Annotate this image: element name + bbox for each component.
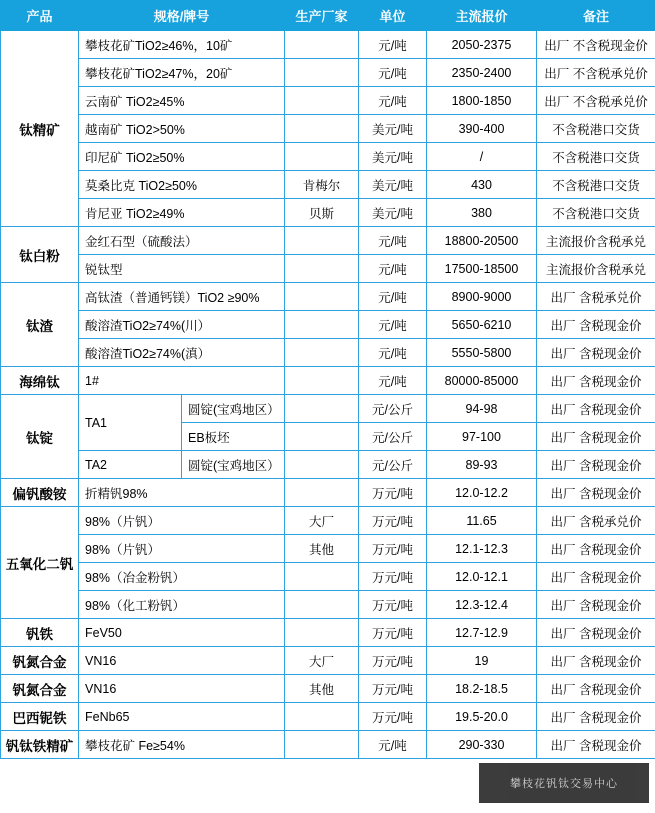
note-cell: 主流报价含税承兑 (537, 255, 655, 283)
unit-cell: 元/吨 (359, 731, 427, 759)
product-group-cell: 钛渣 (1, 283, 79, 367)
spec-cell: 越南矿 TiO2>50% (79, 115, 285, 143)
note-cell: 出厂 含税现金价 (537, 479, 655, 507)
note-cell: 出厂 含税现金价 (537, 339, 655, 367)
product-group-cell: 钒氮合金 (1, 675, 79, 703)
spec-cell: 攀枝花矿 Fe≥54% (79, 731, 285, 759)
maker-cell (285, 115, 359, 143)
price-cell: 8900-9000 (427, 283, 537, 311)
maker-cell: 大厂 (285, 647, 359, 675)
maker-cell (285, 31, 359, 59)
col-unit: 单位 (359, 1, 427, 31)
product-group-cell: 钒钛铁精矿 (1, 731, 79, 759)
product-group-cell: 偏钒酸铵 (1, 479, 79, 507)
price-cell: 11.65 (427, 507, 537, 535)
unit-cell: 元/公斤 (359, 423, 427, 451)
spec-cell: 云南矿 TiO2≥45% (79, 87, 285, 115)
product-group-cell: 钛锭 (1, 395, 79, 479)
price-cell: 2050-2375 (427, 31, 537, 59)
note-cell: 出厂 含税现金价 (537, 591, 655, 619)
spec-cell: 金红石型（硫酸法） (79, 227, 285, 255)
maker-cell (285, 255, 359, 283)
spec-cell: 高钛渣（普通钙镁）TiO2 ≥90% (79, 283, 285, 311)
unit-cell: 元/吨 (359, 31, 427, 59)
spec-detail-cell: 圆锭(宝鸡地区） (182, 451, 285, 479)
table-row (1, 395, 655, 423)
maker-cell (285, 283, 359, 311)
spec-cell: 莫桑比克 TiO2≥50% (79, 171, 285, 199)
note-cell: 不含税港口交货 (537, 143, 655, 171)
note-cell: 出厂 含税现金价 (537, 563, 655, 591)
maker-cell (285, 367, 359, 395)
table-row (1, 115, 655, 143)
unit-cell: 元/吨 (359, 59, 427, 87)
unit-cell: 美元/吨 (359, 199, 427, 227)
table-row (1, 199, 655, 227)
price-cell: 80000-85000 (427, 367, 537, 395)
unit-cell: 元/公斤 (359, 451, 427, 479)
table-row (1, 731, 655, 759)
note-cell: 出厂 含税现金价 (537, 451, 655, 479)
price-cell: 390-400 (427, 115, 537, 143)
unit-cell: 万元/吨 (359, 507, 427, 535)
maker-cell (285, 227, 359, 255)
spec-cell: 酸溶渣TiO2≥74%(川） (79, 311, 285, 339)
spec-grade-cell: TA2 (79, 451, 182, 479)
spec-cell: 98%（化工粉钒） (79, 591, 285, 619)
unit-cell: 元/吨 (359, 339, 427, 367)
product-group-cell: 钒氮合金 (1, 647, 79, 675)
note-cell: 不含税港口交货 (537, 115, 655, 143)
product-group-cell: 钛白粉 (1, 227, 79, 283)
unit-cell: 元/吨 (359, 367, 427, 395)
price-cell: / (427, 143, 537, 171)
price-cell: 89-93 (427, 451, 537, 479)
unit-cell: 元/吨 (359, 255, 427, 283)
spec-cell: 酸溶渣TiO2≥74%(滇） (79, 339, 285, 367)
price-cell: 5550-5800 (427, 339, 537, 367)
unit-cell: 元/吨 (359, 227, 427, 255)
maker-cell (285, 731, 359, 759)
note-cell: 出厂 不含税承兑价 (537, 87, 655, 115)
note-cell: 出厂 含税承兑价 (537, 283, 655, 311)
spec-detail-cell: 圆锭(宝鸡地区） (182, 395, 285, 423)
unit-cell: 元/吨 (359, 283, 427, 311)
table-body (1, 31, 655, 759)
price-cell: 94-98 (427, 395, 537, 423)
table-row (1, 619, 655, 647)
spec-cell: 98%（冶金粉钒） (79, 563, 285, 591)
table-row (1, 507, 655, 535)
price-cell: 19 (427, 647, 537, 675)
table-row (1, 143, 655, 171)
price-cell: 12.0-12.1 (427, 563, 537, 591)
table-row (1, 87, 655, 115)
maker-cell (285, 563, 359, 591)
maker-cell: 贝斯 (285, 199, 359, 227)
unit-cell: 万元/吨 (359, 647, 427, 675)
table-row (1, 451, 655, 479)
table-row (1, 171, 655, 199)
note-cell: 出厂 含税现金价 (537, 395, 655, 423)
maker-cell (285, 423, 359, 451)
maker-cell (285, 395, 359, 423)
note-cell: 出厂 不含税承兑价 (537, 59, 655, 87)
table-header (1, 1, 655, 31)
price-cell: 1800-1850 (427, 87, 537, 115)
price-cell: 12.3-12.4 (427, 591, 537, 619)
spec-cell: 折精钒98% (79, 479, 285, 507)
table-row (1, 535, 655, 563)
price-cell: 2350-2400 (427, 59, 537, 87)
table-row (1, 703, 655, 731)
unit-cell: 元/吨 (359, 311, 427, 339)
note-cell: 出厂 含税现金价 (537, 731, 655, 759)
price-cell: 380 (427, 199, 537, 227)
spec-cell: 肯尼亚 TiO2≥49% (79, 199, 285, 227)
price-cell: 430 (427, 171, 537, 199)
col-product: 产品 (1, 1, 79, 31)
unit-cell: 元/吨 (359, 87, 427, 115)
unit-cell: 万元/吨 (359, 535, 427, 563)
col-note: 备注 (537, 1, 655, 31)
table-row (1, 647, 655, 675)
watermark: 攀枝花钒钛交易中心 (479, 763, 649, 803)
price-cell: 18800-20500 (427, 227, 537, 255)
maker-cell: 其他 (285, 535, 359, 563)
price-cell: 12.1-12.3 (427, 535, 537, 563)
spec-cell: 印尼矿 TiO2≥50% (79, 143, 285, 171)
product-group-cell: 海绵钛 (1, 367, 79, 395)
note-cell: 出厂 含税现金价 (537, 675, 655, 703)
maker-cell (285, 451, 359, 479)
unit-cell: 元/公斤 (359, 395, 427, 423)
table-row (1, 339, 655, 367)
maker-cell (285, 59, 359, 87)
maker-cell (285, 87, 359, 115)
table-row (1, 591, 655, 619)
maker-cell (285, 479, 359, 507)
table-row (1, 283, 655, 311)
col-spec: 规格/牌号 (79, 1, 285, 31)
product-group-cell: 巴西铌铁 (1, 703, 79, 731)
table-row (1, 31, 655, 59)
price-cell: 290-330 (427, 731, 537, 759)
note-cell: 出厂 含税现金价 (537, 619, 655, 647)
unit-cell: 美元/吨 (359, 143, 427, 171)
price-cell: 12.0-12.2 (427, 479, 537, 507)
maker-cell: 肯梅尔 (285, 171, 359, 199)
maker-cell (285, 143, 359, 171)
price-cell: 5650-6210 (427, 311, 537, 339)
maker-cell (285, 339, 359, 367)
unit-cell: 万元/吨 (359, 563, 427, 591)
spec-cell: 攀枝花矿TiO2≥46%，10矿 (79, 31, 285, 59)
spec-cell: 98%（片钒） (79, 507, 285, 535)
product-group-cell: 钛精矿 (1, 31, 79, 227)
spec-cell: VN16 (79, 675, 285, 703)
col-price: 主流报价 (427, 1, 537, 31)
unit-cell: 美元/吨 (359, 171, 427, 199)
note-cell: 不含税港口交货 (537, 199, 655, 227)
price-cell: 12.7-12.9 (427, 619, 537, 647)
note-cell: 出厂 含税现金价 (537, 703, 655, 731)
maker-cell: 大厂 (285, 507, 359, 535)
table-row (1, 367, 655, 395)
price-cell: 19.5-20.0 (427, 703, 537, 731)
table-row (1, 563, 655, 591)
spec-cell: 锐钛型 (79, 255, 285, 283)
table-row (1, 675, 655, 703)
table-row (1, 227, 655, 255)
note-cell: 主流报价含税承兑 (537, 227, 655, 255)
spec-grade-cell: TA1 (79, 395, 182, 451)
note-cell: 出厂 含税现金价 (537, 647, 655, 675)
spec-detail-cell: EB板坯 (182, 423, 285, 451)
table-row (1, 311, 655, 339)
unit-cell: 美元/吨 (359, 115, 427, 143)
spec-cell: FeV50 (79, 619, 285, 647)
note-cell: 不含税港口交货 (537, 171, 655, 199)
price-cell: 18.2-18.5 (427, 675, 537, 703)
unit-cell: 万元/吨 (359, 703, 427, 731)
price-cell: 17500-18500 (427, 255, 537, 283)
note-cell: 出厂 含税现金价 (537, 367, 655, 395)
unit-cell: 万元/吨 (359, 479, 427, 507)
note-cell: 出厂 含税现金价 (537, 423, 655, 451)
note-cell: 出厂 不含税现金价 (537, 31, 655, 59)
maker-cell (285, 703, 359, 731)
spec-cell: 98%（片钒） (79, 535, 285, 563)
note-cell: 出厂 含税现金价 (537, 535, 655, 563)
table-row (1, 59, 655, 87)
note-cell: 出厂 含税现金价 (537, 311, 655, 339)
spec-cell: 攀枝花矿TiO2≥47%，20矿 (79, 59, 285, 87)
maker-cell (285, 619, 359, 647)
spec-cell: VN16 (79, 647, 285, 675)
maker-cell: 其他 (285, 675, 359, 703)
table-row (1, 479, 655, 507)
spec-cell: FeNb65 (79, 703, 285, 731)
table-row (1, 255, 655, 283)
header-row (1, 1, 655, 31)
maker-cell (285, 311, 359, 339)
unit-cell: 万元/吨 (359, 675, 427, 703)
spec-cell: 1# (79, 367, 285, 395)
note-cell: 出厂 含税承兑价 (537, 507, 655, 535)
col-maker: 生产厂家 (285, 1, 359, 31)
product-group-cell: 五氧化二钒 (1, 507, 79, 619)
product-group-cell: 钒铁 (1, 619, 79, 647)
unit-cell: 万元/吨 (359, 619, 427, 647)
footer-area (0, 759, 655, 805)
unit-cell: 万元/吨 (359, 591, 427, 619)
maker-cell (285, 591, 359, 619)
price-cell: 97-100 (427, 423, 537, 451)
